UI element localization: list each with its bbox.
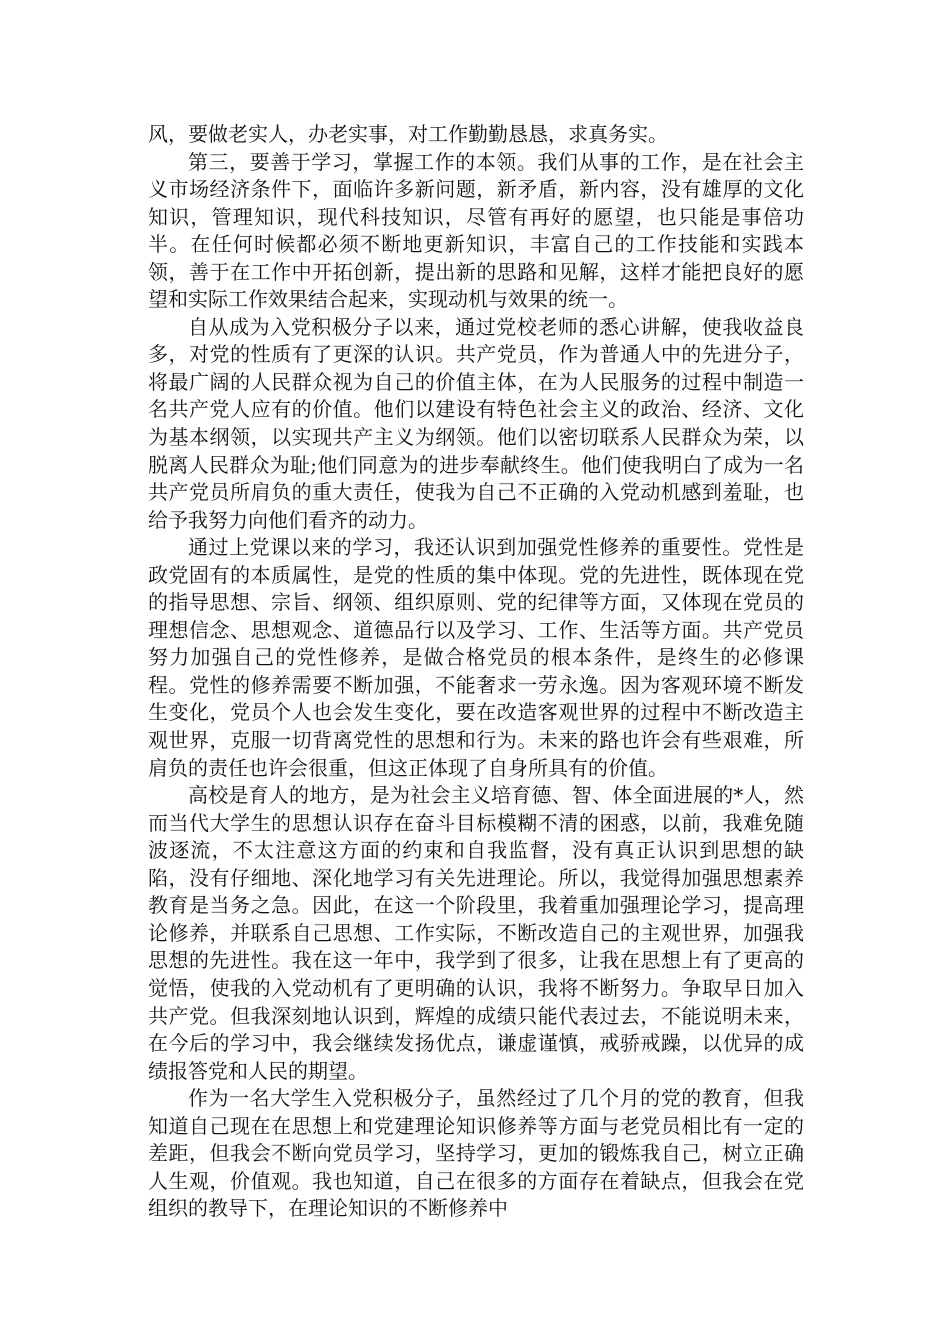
paragraph-6: 作为一名大学生入党积极分子，虽然经过了几个月的党的教育，但我知道自己现在在思想上和党建理论知识修养等方面与老党员相比有一定的差距，但我会不断向党员学习，坚持学习，更加的锻炼我自己，树立正确人生观，价值观。我也知道，自己在很多的方面存在着缺点，但我会在党组织的教导下，在理论知识的不断修养中: [148, 1086, 804, 1221]
paragraph-3: 自从成为入党积极分子以来，通过党校老师的悉心讲解，使我收益良多，对党的性质有了更深的认识。共产党员，作为普通人中的先进分子，将最广阔的人民群众视为自己的价值主体，在为人民服务的过程中制造一名共产党人应有的价值。他们以建设有特色社会主义的政治、经济、文化为基本纲领，以实现共产主义为纲领。他们以密切联系人民群众为荣，以脱离人民群众为耻;他们同意为的进步奉献终生。他们使我明白了成为一名共产党员所肩负的重大责任，使我为自己不正确的入党动机感到羞耻，也给予我努力向他们看齐的动力。: [148, 314, 804, 532]
paragraph-4: 通过上党课以来的学习，我还认识到加强党性修养的重要性。党性是政党固有的本质属性，是党的性质的集中体现。党的先进性，既体现在党的指导思想、宗旨、纲领、组织原则、党的纪律等方面，又体现在党员的理想信念、思想观念、道德品行以及学习、工作、生活等方面。共产党员努力加强自己的党性修养，是做合格党员的根本条件，是终生的必修课程。党性的修养需要不断加强，不能奢求一劳永逸。因为客观环境不断发生变化，党员个人也会发生变化，要在改造客观世界的过程中不断改造主观世界，克服一切背离党性的思想和行为。未来的路也许会有些艰难，所肩负的责任也许会很重，但这正体现了自身所具有的价值。: [148, 535, 804, 780]
paragraph-5: 高校是育人的地方，是为社会主义培育德、智、体全面进展的*人，然而当代大学生的思想认识存在奋斗目标模糊不清的困惑，以前，我难免随波逐流，不太注意这方面的约束和自我监督，没有真正认识到思想的缺陷，没有仔细地、深化地学习有关先进理论。所以，我觉得加强思想素养教育是当务之急。因此，在这一个阶段里，我着重加强理论学习，提高理论修养，并联系自己思想、工作实际，不断改造自己的主观世界，加强我思想的先进性。我在这一年中，我学到了很多，让我在思想上有了更高的觉悟，使我的入党动机有了更明确的认识，我将不断努力。争取早日加入共产党。但我深刻地认识到，辉煌的成绩只能代表过去，不能说明未来，在今后的学习中，我会继续发扬优点，谦虚谨慎，戒骄戒躁，以优异的成绩报答党和人民的期望。: [148, 783, 804, 1083]
paragraph-1: 风，要做老实人，办老实事，对工作勤勤恳恳，求真务实。: [148, 122, 668, 146]
paragraph-2: 第三，要善于学习，掌握工作的本领。我们从事的工作，是在社会主义市场经济条件下，面临许多新问题，新矛盾，新内容，没有雄厚的文化知识，管理知识，现代科技知识，尽管有再好的愿望，也只能是事倍功半。在任何时候都必须不断地更新知识，丰富自己的工作技能和实践本领，善于在工作中开拓创新，提出新的思路和见解，这样才能把良好的愿望和实际工作效果结合起来，实现动机与效果的统一。: [148, 149, 804, 312]
document-page: [148, 121, 804, 1223]
